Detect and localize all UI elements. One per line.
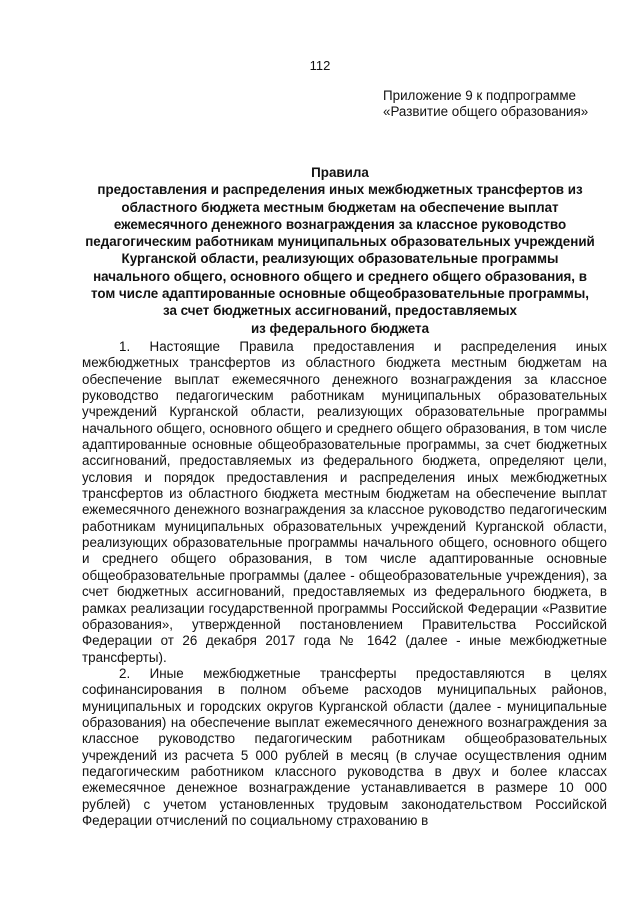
title-line: предоставления и распределения иных межбюджетных трансфертов из: [97, 182, 583, 198]
title-line: ежемесячного денежного вознаграждения за классное руководство: [113, 216, 567, 232]
page-number: 112: [309, 58, 331, 73]
document-title: [70, 164, 610, 337]
title-line: педагогическим работникам муниципальных образовательных учреждений: [85, 234, 595, 250]
title-line: начального общего, основного общего и среднего общего образования, в: [93, 268, 587, 284]
title-line: Курганской области, реализующих образовательные программы: [121, 251, 559, 267]
title-line: областного бюджета местным бюджетам на обеспечение выплат: [121, 199, 559, 215]
appendix-line-2: «Развитие общего образования»: [383, 104, 589, 119]
title-heading: Правила: [311, 165, 369, 180]
appendix-line-1: Приложение 9 к подпрограмме: [383, 88, 577, 103]
appendix-reference: [383, 88, 623, 120]
title-line: из федерального бюджета: [250, 320, 430, 336]
paragraph-2: 2. Иные межбюджетные трансферты предоставляются в целях софинансирования в полном объеме расходов муниципальных районов, муниципальных и городских округов Курганской области (далее - муниципальные образования) на обеспечение выплат ежемесячного денежного вознаграждения за классное руководство педагогическим работникам общеобразовательных учреждений из расчета 5 000 рублей в месяц (в случае осуществления одним педагогическим работником классного руководства в двух и более классах ежемесячное денежное вознаграждение устанавливается в размере 10 000 рублей) с учетом установленных трудовым законодательством Российской Федерации отчислений по социальному страхованию в: [82, 665, 607, 828]
document-body: [82, 339, 607, 829]
paragraph-1: 1. Настоящие Правила предоставления и распределения иных межбюджетных трансфертов из областного бюджета местным бюджетам на обеспечение выплат ежемесячного денежного вознаграждения за классное руководство педагогическим работникам муниципальных образовательных учреждений Курганской области, реализующих образовательные программы начального общего, основного общего и среднего общего образования, в том числе адаптированные основные общеобразовательные программы, за счет бюджетных ассигнований, предоставляемых из федерального бюджета, определяют цели, условия и порядок предоставления и распределения иных межбюджетных трансфертов из областного бюджета местным бюджетам на обеспечение выплат ежемесячного денежного вознаграждения за классное руководство педагогическим работникам муниципальных образовательных учреждений Курганской области, реализующих образовательные программы начального общего, основного общего и среднего общего образования, в том числе адаптированные основные общеобразовательные программы (далее - общеобразовательные учреждения), за счет бюджетных ассигнований, предоставляемых из федерального бюджета, в рамках реализации государственной программы Российской Федерации «Развитие образования», утвержденной постановлением Правительства Российской Федерации от 26 декабря 2017 года № 1642 (далее - иные межбюджетные трансферты).: [82, 339, 607, 665]
title-line: за счет бюджетных ассигнований, предоставляемых: [163, 303, 517, 319]
title-line: том числе адаптированные основные общеобразовательные программы,: [90, 286, 589, 302]
